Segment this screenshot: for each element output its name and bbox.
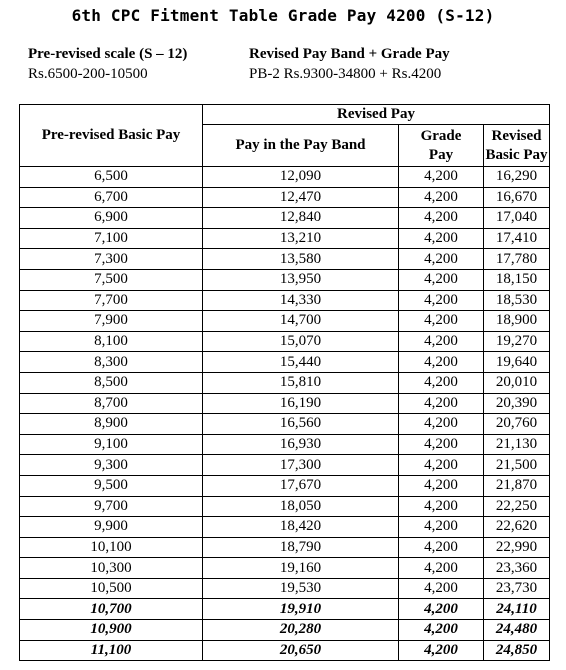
cell-pre-revised-basic: 9,300: [20, 455, 203, 476]
table-row: [20, 249, 550, 270]
fitment-table-body: [20, 167, 550, 661]
cell-revised-basic: 18,150: [484, 269, 550, 290]
cell-grade-pay: 4,200: [399, 269, 484, 290]
cell-pay-in-band: 12,090: [203, 167, 399, 188]
cell-pre-revised-basic: 10,900: [20, 620, 203, 641]
cell-pay-in-band: 19,910: [203, 599, 399, 620]
pre-revised-scale-value: Rs.6500-200-10500: [28, 66, 148, 82]
cell-grade-pay: 4,200: [399, 537, 484, 558]
cell-pay-in-band: 13,580: [203, 249, 399, 270]
table-row: [20, 414, 550, 435]
table-row: [20, 599, 550, 620]
cell-grade-pay: 4,200: [399, 496, 484, 517]
cell-revised-basic: 16,670: [484, 187, 550, 208]
cell-pre-revised-basic: 9,500: [20, 475, 203, 496]
header-grade-pay: [399, 125, 484, 167]
cell-grade-pay: 4,200: [399, 187, 484, 208]
cell-revised-basic: 20,390: [484, 393, 550, 414]
cell-pre-revised-basic: 10,700: [20, 599, 203, 620]
cell-pre-revised-basic: 6,900: [20, 208, 203, 229]
table-row: [20, 475, 550, 496]
cell-pre-revised-basic: 9,100: [20, 434, 203, 455]
cell-pay-in-band: 16,930: [203, 434, 399, 455]
cell-grade-pay: 4,200: [399, 331, 484, 352]
cell-revised-basic: 18,530: [484, 290, 550, 311]
cell-pay-in-band: 14,700: [203, 311, 399, 332]
fitment-table: [19, 104, 550, 661]
cell-revised-basic: 24,110: [484, 599, 550, 620]
cell-pay-in-band: 16,190: [203, 393, 399, 414]
cell-pay-in-band: 15,440: [203, 352, 399, 373]
table-row: [20, 187, 550, 208]
cell-pre-revised-basic: 8,500: [20, 372, 203, 393]
table-row: [20, 578, 550, 599]
cell-grade-pay: 4,200: [399, 640, 484, 661]
cell-revised-basic: 21,870: [484, 475, 550, 496]
cell-pre-revised-basic: 8,900: [20, 414, 203, 435]
cell-pay-in-band: 13,950: [203, 269, 399, 290]
cell-revised-basic: 17,410: [484, 228, 550, 249]
table-row: [20, 393, 550, 414]
cell-revised-basic: 24,480: [484, 620, 550, 641]
table-row: [20, 167, 550, 188]
cell-revised-basic: 20,760: [484, 414, 550, 435]
cell-pre-revised-basic: 10,300: [20, 558, 203, 579]
cell-revised-basic: 24,850: [484, 640, 550, 661]
table-row: [20, 620, 550, 641]
cell-pre-revised-basic: 6,700: [20, 187, 203, 208]
table-row: [20, 640, 550, 661]
cell-pay-in-band: 15,810: [203, 372, 399, 393]
cell-grade-pay: 4,200: [399, 393, 484, 414]
table-row: [20, 352, 550, 373]
header-pay-in-pay-band: Pay in the Pay Band: [203, 125, 399, 167]
cell-grade-pay: 4,200: [399, 434, 484, 455]
cell-pre-revised-basic: 7,900: [20, 311, 203, 332]
cell-pre-revised-basic: 9,900: [20, 517, 203, 538]
cell-revised-basic: 22,620: [484, 517, 550, 538]
cell-pay-in-band: 18,790: [203, 537, 399, 558]
cell-grade-pay: 4,200: [399, 167, 484, 188]
cell-grade-pay: 4,200: [399, 372, 484, 393]
cell-grade-pay: 4,200: [399, 352, 484, 373]
cell-pay-in-band: 12,470: [203, 187, 399, 208]
cell-pre-revised-basic: 9,700: [20, 496, 203, 517]
cell-revised-basic: 23,360: [484, 558, 550, 579]
cell-pre-revised-basic: 7,500: [20, 269, 203, 290]
header-grade-pay-line1: Grade: [420, 127, 462, 144]
cell-pre-revised-basic: 10,500: [20, 578, 203, 599]
cell-revised-basic: 22,990: [484, 537, 550, 558]
cell-grade-pay: 4,200: [399, 414, 484, 435]
cell-grade-pay: 4,200: [399, 578, 484, 599]
cell-revised-basic: 17,780: [484, 249, 550, 270]
cell-pay-in-band: 20,280: [203, 620, 399, 641]
cell-revised-basic: 19,640: [484, 352, 550, 373]
cell-pay-in-band: 17,300: [203, 455, 399, 476]
cell-revised-basic: 21,130: [484, 434, 550, 455]
cell-grade-pay: 4,200: [399, 249, 484, 270]
cell-revised-basic: 20,010: [484, 372, 550, 393]
table-row: [20, 455, 550, 476]
cell-grade-pay: 4,200: [399, 517, 484, 538]
cell-revised-basic: 22,250: [484, 496, 550, 517]
table-row: [20, 331, 550, 352]
cell-grade-pay: 4,200: [399, 290, 484, 311]
cell-pre-revised-basic: 10,100: [20, 537, 203, 558]
cell-pay-in-band: 14,330: [203, 290, 399, 311]
revised-pay-band-heading: Revised Pay Band + Grade Pay: [249, 46, 450, 62]
table-row: [20, 434, 550, 455]
table-row: [20, 558, 550, 579]
pre-revised-scale-block: [28, 44, 187, 84]
cell-pay-in-band: 13,210: [203, 228, 399, 249]
cell-pre-revised-basic: 7,100: [20, 228, 203, 249]
page-title: 6th CPC Fitment Table Grade Pay 4200 (S-12): [71, 6, 495, 25]
table-row: [20, 269, 550, 290]
cell-revised-basic: 19,270: [484, 331, 550, 352]
cell-pre-revised-basic: 6,500: [20, 167, 203, 188]
cell-pay-in-band: 16,560: [203, 414, 399, 435]
cell-grade-pay: 4,200: [399, 558, 484, 579]
cell-grade-pay: 4,200: [399, 475, 484, 496]
cell-pay-in-band: 18,050: [203, 496, 399, 517]
table-row: [20, 228, 550, 249]
cell-grade-pay: 4,200: [399, 311, 484, 332]
table-row: [20, 496, 550, 517]
cell-pre-revised-basic: 7,300: [20, 249, 203, 270]
cell-pay-in-band: 18,420: [203, 517, 399, 538]
cell-grade-pay: 4,200: [399, 228, 484, 249]
table-row: [20, 517, 550, 538]
cell-pay-in-band: 12,840: [203, 208, 399, 229]
header-revised-pay: Revised Pay: [203, 105, 550, 125]
cell-revised-basic: 18,900: [484, 311, 550, 332]
header-pre-revised-basic-pay: Pre-revised Basic Pay: [20, 105, 203, 167]
header-grade-pay-line2: Pay: [428, 146, 454, 163]
cell-pay-in-band: 20,650: [203, 640, 399, 661]
cell-grade-pay: 4,200: [399, 455, 484, 476]
table-row: [20, 372, 550, 393]
revised-pay-band-block: [249, 44, 450, 84]
header-revised-basic-line2: Basic Pay: [485, 146, 548, 163]
cell-revised-basic: 21,500: [484, 455, 550, 476]
cell-pay-in-band: 17,670: [203, 475, 399, 496]
cell-grade-pay: 4,200: [399, 599, 484, 620]
pre-revised-scale-heading: Pre-revised scale (S – 12): [28, 46, 188, 62]
cell-pre-revised-basic: 7,700: [20, 290, 203, 311]
cell-pay-in-band: 19,160: [203, 558, 399, 579]
header-revised-basic-line1: Revised: [491, 127, 542, 144]
table-row: [20, 537, 550, 558]
table-row: [20, 208, 550, 229]
header-revised-basic-pay: [484, 125, 550, 167]
cell-revised-basic: 23,730: [484, 578, 550, 599]
cell-revised-basic: 16,290: [484, 167, 550, 188]
table-row: [20, 311, 550, 332]
revised-pay-band-value: PB-2 Rs.9300-34800 + Rs.4200: [249, 66, 442, 82]
table-row: [20, 290, 550, 311]
cell-pay-in-band: 19,530: [203, 578, 399, 599]
cell-grade-pay: 4,200: [399, 208, 484, 229]
cell-pre-revised-basic: 8,300: [20, 352, 203, 373]
cell-pre-revised-basic: 8,700: [20, 393, 203, 414]
cell-grade-pay: 4,200: [399, 620, 484, 641]
cell-revised-basic: 17,040: [484, 208, 550, 229]
cell-pay-in-band: 15,070: [203, 331, 399, 352]
cell-pre-revised-basic: 8,100: [20, 331, 203, 352]
cell-pre-revised-basic: 11,100: [20, 640, 203, 661]
